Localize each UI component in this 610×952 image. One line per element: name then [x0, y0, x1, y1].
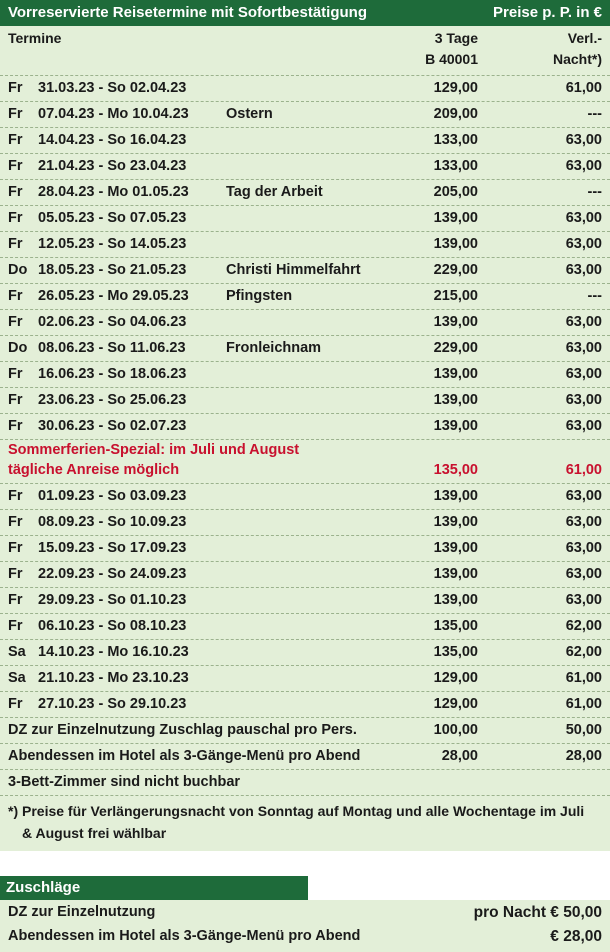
row-price-night: ---	[587, 288, 602, 304]
row-price-3days: 139,00	[433, 566, 478, 582]
surcharge-value: € 28,00	[550, 928, 602, 945]
row-price-3days: 139,00	[433, 210, 478, 226]
extra-row-dinner	[0, 744, 610, 770]
row-date: 01.09.23 - So 03.09.23	[38, 488, 187, 504]
column-header-night-2: Nacht*)	[552, 51, 602, 67]
row-date: 14.04.23 - So 16.04.23	[38, 132, 187, 148]
row-day: Sa	[8, 670, 26, 686]
row-day: Fr	[8, 288, 23, 304]
table-row	[0, 484, 610, 510]
row-day: Fr	[8, 314, 23, 330]
row-price-3days: 139,00	[433, 488, 478, 504]
row-date: 08.06.23 - So 11.06.23	[38, 340, 186, 356]
row-date: 08.09.23 - So 10.09.23	[38, 514, 187, 530]
table-row	[0, 692, 610, 718]
row-holiday: Pfingsten	[226, 288, 293, 304]
extra-label: Abendessen im Hotel als 3-Gänge-Menü pro Abend	[8, 748, 361, 764]
surcharges-header	[0, 876, 308, 900]
row-price-night: 63,00	[565, 514, 602, 530]
row-date: 18.05.23 - So 21.05.23	[38, 262, 187, 278]
table-row	[0, 614, 610, 640]
row-price-night: 63,00	[565, 418, 602, 434]
row-date: 22.09.23 - So 24.09.23	[38, 566, 187, 582]
row-day: Fr	[8, 132, 23, 148]
row-price-night: 63,00	[565, 566, 602, 582]
summer-special-title: Sommerferien-Spezial: im Juli und August	[8, 442, 300, 458]
row-date: 31.03.23 - So 02.04.23	[38, 80, 187, 96]
row-day: Do	[8, 340, 28, 356]
row-price-night: 61,00	[565, 80, 602, 96]
extra-price-3days: 28,00	[441, 748, 478, 764]
table-row	[0, 640, 610, 666]
row-day: Fr	[8, 106, 23, 122]
column-header-termine: Termine	[8, 30, 62, 46]
row-date: 14.10.23 - Mo 16.10.23	[38, 644, 189, 660]
table-row	[0, 414, 610, 440]
surcharge-row	[0, 926, 610, 948]
table-row	[0, 536, 610, 562]
table-row	[0, 284, 610, 310]
row-price-night: ---	[587, 106, 602, 122]
row-price-night: 63,00	[565, 488, 602, 504]
row-price-night: ---	[587, 184, 602, 200]
row-price-night: 62,00	[565, 644, 602, 660]
row-date: 23.06.23 - So 25.06.23	[38, 392, 187, 408]
row-date: 28.04.23 - Mo 01.05.23	[38, 184, 189, 200]
row-date: 29.09.23 - So 01.10.23	[38, 592, 187, 608]
table-row	[0, 336, 610, 362]
row-price-3days: 129,00	[433, 80, 478, 96]
row-holiday: Tag der Arbeit	[226, 184, 323, 200]
row-date: 06.10.23 - So 08.10.23	[38, 618, 187, 634]
row-day: Fr	[8, 618, 23, 634]
row-price-3days: 129,00	[433, 670, 478, 686]
table-row	[0, 154, 610, 180]
no-triple-row	[0, 770, 610, 796]
table-row	[0, 510, 610, 536]
footnote-line-1: *) Preise für Verlängerungsnacht von Sonntag auf Montag und alle Wochentage im Juli	[8, 803, 585, 819]
row-date: 05.05.23 - So 07.05.23	[38, 210, 187, 226]
row-price-night: 63,00	[565, 132, 602, 148]
row-price-night: 63,00	[565, 210, 602, 226]
row-holiday: Fronleichnam	[226, 340, 322, 356]
row-price-night: 63,00	[565, 262, 602, 278]
surcharges-box	[0, 900, 610, 952]
table-row	[0, 206, 610, 232]
table-row	[0, 310, 610, 336]
surcharge-value: pro Nacht € 50,00	[473, 904, 602, 921]
row-day: Fr	[8, 514, 23, 530]
row-price-night: 61,00	[565, 696, 602, 712]
row-date: 12.05.23 - So 14.05.23	[38, 236, 187, 252]
row-price-night: 63,00	[565, 540, 602, 556]
column-header-3tage: 3 Tage	[434, 30, 478, 46]
row-price-3days: 135,00	[433, 618, 478, 634]
extra-label: DZ zur Einzelnutzung Zuschlag pauschal pro Pers.	[8, 722, 357, 738]
row-holiday: Christi Himmelfahrt	[226, 262, 361, 278]
row-price-3days: 215,00	[433, 288, 478, 304]
extra-price-3days: 100,00	[433, 722, 478, 738]
summer-special-price-3days: 135,00	[433, 462, 478, 478]
table-row	[0, 388, 610, 414]
row-price-3days: 139,00	[433, 540, 478, 556]
summer-special-price-night: 61,00	[565, 462, 602, 478]
column-header-code: B 40001	[425, 51, 478, 67]
footnote	[8, 800, 602, 844]
row-date: 30.06.23 - So 02.07.23	[38, 418, 187, 434]
row-price-night: 63,00	[565, 236, 602, 252]
row-date: 16.06.23 - So 18.06.23	[38, 366, 187, 382]
table-row	[0, 588, 610, 614]
row-day: Fr	[8, 210, 23, 226]
row-price-3days: 139,00	[433, 314, 478, 330]
row-date: 21.04.23 - So 23.04.23	[38, 158, 187, 174]
extra-price-night: 28,00	[565, 748, 602, 764]
surcharge-label: Abendessen im Hotel als 3-Gänge-Menü pro Abend	[8, 928, 361, 944]
row-price-3days: 229,00	[433, 340, 478, 356]
row-price-3days: 139,00	[433, 366, 478, 382]
row-price-3days: 205,00	[433, 184, 478, 200]
row-day: Fr	[8, 392, 23, 408]
row-day: Fr	[8, 366, 23, 382]
row-day: Fr	[8, 184, 23, 200]
extra-price-night: 50,00	[565, 722, 602, 738]
table-row	[0, 232, 610, 258]
row-price-3days: 133,00	[433, 158, 478, 174]
row-day: Fr	[8, 540, 23, 556]
footnote-line-2: & August frei wählbar	[22, 825, 167, 841]
row-price-night: 61,00	[565, 670, 602, 686]
row-date: 15.09.23 - So 17.09.23	[38, 540, 187, 556]
row-price-night: 63,00	[565, 592, 602, 608]
row-price-3days: 129,00	[433, 696, 478, 712]
row-day: Fr	[8, 696, 23, 712]
table-row	[0, 666, 610, 692]
row-price-3days: 139,00	[433, 418, 478, 434]
column-header-night: Verl.-	[567, 30, 602, 46]
no-triple-note: 3-Bett-Zimmer sind nicht buchbar	[8, 774, 241, 790]
row-price-3days: 139,00	[433, 592, 478, 608]
row-date: 02.06.23 - So 04.06.23	[38, 314, 187, 330]
row-day: Sa	[8, 644, 26, 660]
row-day: Fr	[8, 80, 23, 96]
row-price-night: 62,00	[565, 618, 602, 634]
table-row	[0, 76, 610, 102]
prices-note: Preise p. P. in €	[493, 4, 602, 21]
table-row	[0, 128, 610, 154]
row-price-3days: 139,00	[433, 392, 478, 408]
table-row	[0, 102, 610, 128]
table-row	[0, 180, 610, 206]
row-holiday: Ostern	[226, 106, 273, 122]
row-price-3days: 139,00	[433, 236, 478, 252]
row-date: 27.10.23 - So 29.10.23	[38, 696, 187, 712]
row-day: Fr	[8, 418, 23, 434]
row-day: Fr	[8, 592, 23, 608]
row-day: Fr	[8, 566, 23, 582]
table-row	[0, 258, 610, 284]
row-price-night: 63,00	[565, 158, 602, 174]
row-price-night: 63,00	[565, 392, 602, 408]
row-date: 07.04.23 - Mo 10.04.23	[38, 106, 189, 122]
row-day: Fr	[8, 158, 23, 174]
surcharges-title: Zuschläge	[6, 879, 81, 896]
row-price-3days: 139,00	[433, 514, 478, 530]
table-title: Vorreservierte Reisetermine mit Sofortbestätigung	[8, 4, 367, 21]
row-day: Do	[8, 262, 28, 278]
row-date: 26.05.23 - Mo 29.05.23	[38, 288, 189, 304]
row-price-night: 63,00	[565, 314, 602, 330]
summer-special-subtitle: tägliche Anreise möglich	[8, 462, 180, 478]
row-price-3days: 133,00	[433, 132, 478, 148]
summer-special-row	[0, 440, 610, 484]
extra-row-single-room	[0, 718, 610, 744]
row-price-3days: 135,00	[433, 644, 478, 660]
table-row	[0, 362, 610, 388]
row-price-night: 63,00	[565, 340, 602, 356]
row-price-night: 63,00	[565, 366, 602, 382]
table-header	[0, 0, 610, 26]
surcharge-label: DZ zur Einzelnutzung	[8, 904, 156, 920]
row-price-3days: 209,00	[433, 106, 478, 122]
surcharge-row	[0, 902, 610, 924]
table-row	[0, 562, 610, 588]
row-day: Fr	[8, 236, 23, 252]
row-price-3days: 229,00	[433, 262, 478, 278]
row-day: Fr	[8, 488, 23, 504]
row-date: 21.10.23 - Mo 23.10.23	[38, 670, 189, 686]
